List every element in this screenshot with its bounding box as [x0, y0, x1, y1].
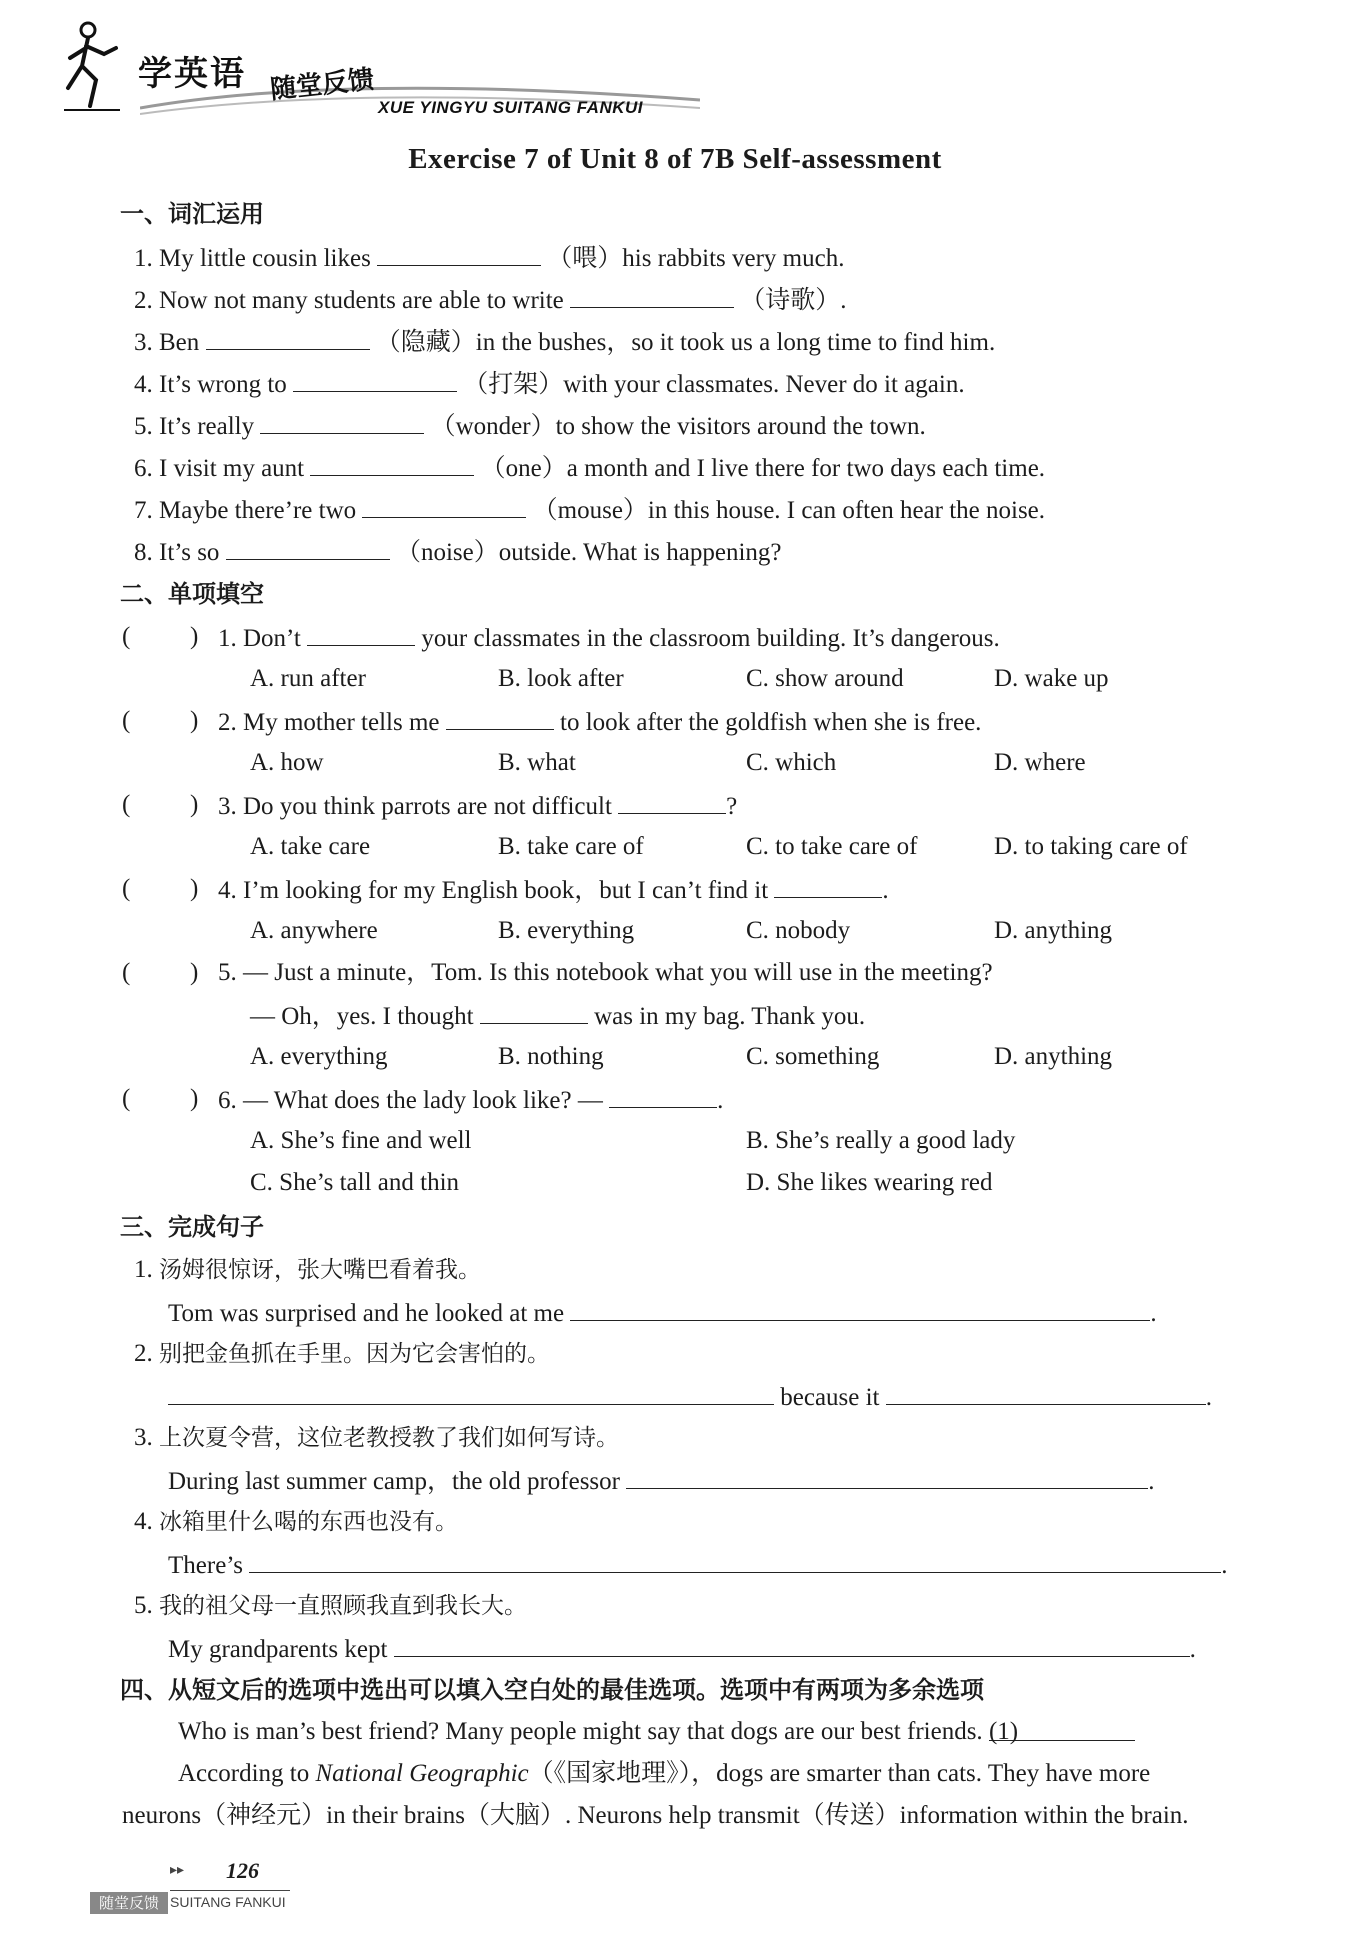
sentence-4-chinese: 4. 冰箱里什么喝的东西也没有。 — [134, 1508, 458, 1535]
sentence-3-english: During last summer camp，the old professor . — [168, 1464, 1155, 1498]
passage-line-3: neurons（神经元）in their brains（大脑）. Neurons help transmit（传送）information within the brain. — [122, 1802, 1189, 1829]
answer-blank[interactable] — [377, 241, 541, 266]
footer-badge-english: SUITANG FANKUI — [170, 1894, 286, 1910]
option-c: C. to take care of — [746, 833, 918, 860]
mc-question-5-reply: — Oh，yes. I thought was in my bag. Thank you. — [250, 999, 865, 1033]
mc-question-4: 4. I’m looking for my English book，but I can’t find it . — [218, 873, 889, 907]
answer-blank[interactable] — [446, 705, 554, 730]
option-a: A. take care — [250, 833, 371, 860]
option-c: C. nobody — [746, 917, 851, 944]
answer-blank[interactable] — [570, 283, 734, 308]
answer-blank[interactable] — [362, 493, 526, 518]
runner-icon — [60, 18, 130, 118]
vocab-item-1: 1. My little cousin likes （喂）his rabbits very much. — [134, 241, 844, 275]
sentence-5-chinese: 5. 我的祖父母一直照顾我直到我长大。 — [134, 1592, 527, 1619]
answer-blank[interactable] — [226, 535, 390, 560]
vocab-item-8: 8. It’s so （noise）outside. What is happening? — [134, 535, 782, 569]
sentence-2-english: because it . — [168, 1380, 1212, 1414]
answer-blank[interactable] — [774, 873, 882, 898]
answer-blank[interactable] — [394, 1632, 1190, 1657]
option-d: D. She likes wearing red — [746, 1169, 993, 1196]
header-logo — [60, 18, 680, 128]
page-number: 126 — [226, 1858, 259, 1883]
mc-question-1: 1. Don’t your classmates in the classroom building. It’s dangerous. — [218, 621, 1000, 655]
option-d: D. anything — [994, 917, 1113, 944]
logo-main-text: 学英语 — [138, 54, 246, 94]
option-d: D. to taking care of — [994, 833, 1188, 860]
answer-paren-open: ( — [122, 623, 131, 650]
answer-paren-open: ( — [122, 707, 131, 734]
passage-line-1: Who is man’s best friend? Many people might say that dogs are our best friends. (1) — [178, 1716, 1135, 1748]
footer-badge: 随堂反馈 — [90, 1892, 168, 1914]
vocab-item-5: 5. It’s really （wonder）to show the visitors around the town. — [134, 409, 926, 443]
answer-blank[interactable] — [307, 621, 415, 646]
sentence-3-chinese: 3. 上次夏令营，这位老教授教了我们如何写诗。 — [134, 1424, 619, 1451]
answer-paren-close: ) — [190, 959, 199, 986]
passage-line-2: According to National Geographic（《国家地理》），dogs are smarter than cats. They have more — [178, 1760, 1151, 1787]
answer-blank[interactable] — [260, 409, 424, 434]
answer-blank[interactable] — [249, 1548, 1221, 1573]
option-b: B. everything — [498, 917, 635, 944]
option-d: D. wake up — [994, 665, 1109, 692]
mc-question-6: 6. — What does the lady look like? — . — [218, 1083, 723, 1117]
option-a: A. run after — [250, 665, 366, 692]
option-b: B. look after — [498, 665, 624, 692]
answer-paren-close: ) — [190, 623, 199, 650]
answer-blank[interactable] — [168, 1380, 774, 1405]
option-d: D. anything — [994, 1043, 1113, 1070]
section2-heading: 二、单项填空 — [120, 580, 264, 608]
vocab-item-7: 7. Maybe there’re two （mouse）in this house. I can often hear the noise. — [134, 493, 1045, 527]
option-a: A. everything — [250, 1043, 388, 1070]
sentence-5-english: My grandparents kept . — [168, 1632, 1196, 1666]
logo-pinyin: XUE YINGYU SUITANG FANKUI — [378, 98, 644, 117]
answer-paren-open: ( — [122, 1085, 131, 1112]
option-c: C. show around — [746, 665, 904, 692]
option-b: B. She’s really a good lady — [746, 1127, 1016, 1154]
answer-blank[interactable] — [570, 1296, 1150, 1321]
page-arrow-icon: ▸▸ — [170, 1863, 185, 1878]
answer-paren-close: ) — [190, 1085, 199, 1112]
mc-question-3: 3. Do you think parrots are not difficult ? — [218, 789, 737, 823]
passage-blank-1[interactable]: (1) — [989, 1716, 1135, 1741]
answer-paren-open: ( — [122, 959, 131, 986]
option-c: C. something — [746, 1043, 880, 1070]
answer-paren-open: ( — [122, 791, 131, 818]
answer-blank[interactable] — [609, 1083, 717, 1108]
answer-paren-open: ( — [122, 875, 131, 902]
vocab-item-6: 6. I visit my aunt （one）a month and I live there for two days each time. — [134, 451, 1045, 485]
footer-divider — [170, 1890, 290, 1891]
section4-heading: 四、从短文后的选项中选出可以填入空白处的最佳选项。选项中有两项为多余选项 — [120, 1676, 984, 1704]
mc-question-2: 2. My mother tells me to look after the goldfish when she is free. — [218, 705, 981, 739]
sentence-4-english: There’s . — [168, 1548, 1227, 1582]
answer-blank[interactable] — [626, 1464, 1148, 1489]
option-c: C. which — [746, 749, 837, 776]
vocab-item-4: 4. It’s wrong to （打架）with your classmates. Never do it again. — [134, 367, 965, 401]
answer-blank[interactable] — [206, 325, 370, 350]
answer-blank[interactable] — [886, 1380, 1206, 1405]
answer-blank[interactable] — [618, 789, 726, 814]
answer-paren-close: ) — [190, 707, 199, 734]
mc-question-5: 5. — Just a minute，Tom. Is this notebook what you will use in the meeting? — [218, 959, 993, 986]
answer-paren-close: ) — [190, 791, 199, 818]
vocab-item-2: 2. Now not many students are able to write （诗歌）. — [134, 283, 847, 317]
section3-heading: 三、完成句子 — [120, 1213, 264, 1241]
option-c: C. She’s tall and thin — [250, 1169, 460, 1196]
sentence-2-chinese: 2. 别把金鱼抓在手里。因为它会害怕的。 — [134, 1340, 550, 1367]
answer-blank[interactable] — [480, 999, 588, 1024]
logo-sub-text: 随堂反馈 — [268, 64, 376, 106]
vocab-item-3: 3. Ben （隐藏）in the bushes，so it took us a long time to find him. — [134, 325, 995, 359]
option-a: A. how — [250, 749, 324, 776]
answer-blank[interactable] — [293, 367, 457, 392]
sentence-1-english: Tom was surprised and he looked at me . — [168, 1296, 1157, 1330]
option-a: A. anywhere — [250, 917, 378, 944]
page-title: Exercise 7 of Unit 8 of 7B Self-assessment — [408, 143, 942, 175]
sentence-1-chinese: 1. 汤姆很惊讶，张大嘴巴看着我。 — [134, 1256, 481, 1283]
answer-paren-close: ) — [190, 875, 199, 902]
option-d: D. where — [994, 749, 1086, 776]
option-b: B. what — [498, 749, 576, 776]
answer-blank[interactable] — [310, 451, 474, 476]
section1-heading: 一、词汇运用 — [120, 200, 264, 228]
option-b: B. take care of — [498, 833, 644, 860]
option-b: B. nothing — [498, 1043, 604, 1070]
option-a: A. She’s fine and well — [250, 1127, 472, 1154]
